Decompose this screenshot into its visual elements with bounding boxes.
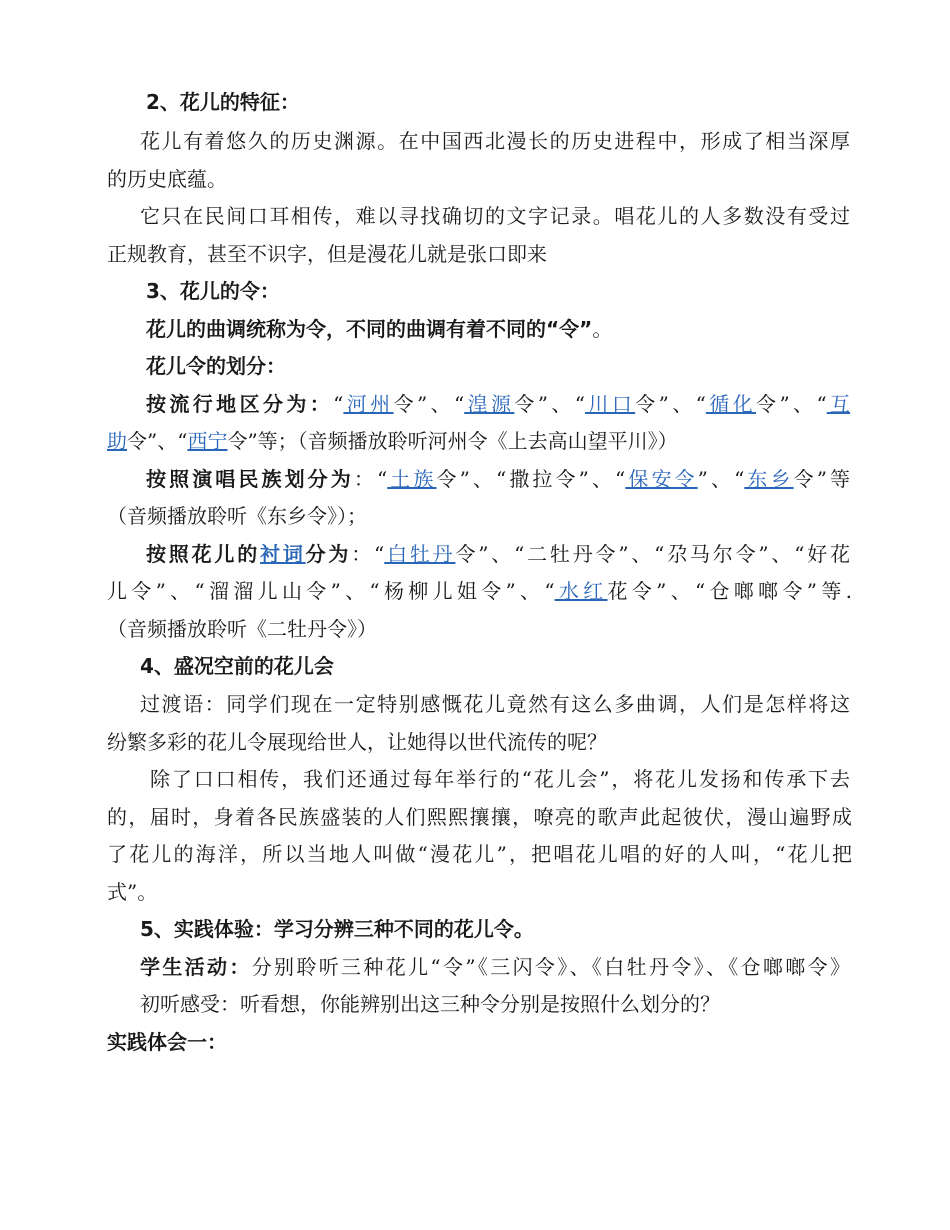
ethnic-line-2: （音频播放聆听《东乡令》）；	[107, 504, 367, 528]
link-xining[interactable]: 西宁	[187, 429, 228, 453]
paragraph-line: 式”。	[107, 880, 158, 904]
activity-text: 分别聆听三种花儿“令”《三闪令》、《白牡丹令》、《仓啷啷令》	[251, 955, 851, 979]
section-2-heading: 2、花儿的特征：	[146, 90, 300, 114]
text-fragment: 花令”、“仓啷啷令”等.	[607, 579, 852, 603]
intro-bold-text: 花儿的曲调统称为令，不同的曲调有着不同的“令”	[146, 317, 593, 341]
section-5-heading: 5、实践体验：学习分辨三种不同的花儿令。	[140, 917, 534, 941]
link-hezhou[interactable]: 河州	[343, 392, 394, 416]
division-heading: 花儿令的划分：	[146, 354, 286, 378]
region-label: 按流行地区分为：	[146, 392, 334, 416]
paragraph-line: 花儿有着悠久的历史渊源。在中国西北漫长的历史进程中，形成了相当深厚	[140, 129, 850, 153]
intro-end: 。	[592, 317, 613, 341]
text-fragment: 令”、“二牡丹令”、“尕马尔令”、“好花	[455, 542, 851, 566]
paragraph-line: 的历史底蕴。	[107, 167, 227, 191]
link-dongxiang[interactable]: 东乡	[744, 467, 794, 491]
ethnic-line	[146, 465, 850, 493]
paragraph-line: 纷繁多彩的花儿令展现给世人，让她得以世代流传的呢？	[107, 730, 607, 754]
paragraph-line: 过渡语：同学们现在一定特别感慨花儿竟然有这么多曲调，人们是怎样将这	[140, 692, 850, 716]
text-fragment: 令”等；（音频播放聆听河州令《上去高山望平川》）	[227, 429, 678, 453]
link-huangyuan[interactable]: 湟源	[464, 392, 515, 416]
link-tuzu[interactable]: 土族	[387, 467, 437, 491]
activity-line	[140, 953, 850, 981]
link-shuihong[interactable]: 水红	[554, 579, 608, 603]
text-fragment: 令”、“	[127, 429, 188, 453]
link-huzhu-b[interactable]: 助	[107, 429, 127, 453]
text-fragment: 儿令”、“溜溜儿山令”、“杨柳儿姐令”、“	[107, 579, 555, 603]
text-fragment: 令”、“	[756, 392, 827, 416]
text-fragment: ”、“	[697, 467, 745, 491]
link-baoan[interactable]: 保安令	[625, 467, 698, 491]
region-line-2	[107, 427, 852, 455]
text-fragment: “	[333, 392, 344, 416]
paragraph-line: 了花儿的海洋，所以当地人叫做“漫花儿”，把唱花儿唱的好的人叫，“花儿把	[107, 842, 852, 866]
text-fragment: 令”、“	[393, 392, 465, 416]
paragraph-line: 除了口口相传，我们还通过每年举行的“花儿会”，将花儿发扬和传承下去	[150, 767, 850, 791]
intro-line	[146, 315, 746, 343]
paragraph-line: 正规教育，甚至不识字，但是漫花儿就是张口即来	[107, 242, 547, 266]
lyrics-line-2	[107, 577, 852, 605]
link-xunhua[interactable]: 循化	[705, 392, 757, 416]
first-listen-line: 初听感受：听看想，你能辨别出这三种令分别是按照什么划分的？	[140, 992, 720, 1016]
lyrics-line-3: （音频播放聆听《二牡丹令》）	[107, 617, 377, 641]
region-line	[146, 390, 850, 418]
text-fragment: 令”、“	[635, 392, 706, 416]
text-fragment: 令”、“	[514, 392, 586, 416]
lyrics-line	[146, 540, 850, 568]
section-3-heading: 3、花儿的令：	[146, 279, 280, 303]
section-4-heading: 4、盛况空前的花儿会	[140, 654, 334, 678]
link-huzhu-a[interactable]: 互	[826, 392, 851, 416]
link-baimudan[interactable]: 白牡丹	[384, 542, 456, 566]
text-fragment: 令”、“撒拉令”、“	[436, 467, 626, 491]
link-chuankou[interactable]: 川口	[585, 392, 636, 416]
lyrics-label-a: 按照花儿的	[146, 542, 261, 566]
lyrics-label-b: 分为	[305, 542, 352, 566]
text-fragment: ：“	[351, 542, 385, 566]
paragraph-line: 它只在民间口耳相传，难以寻找确切的文字记录。唱花儿的人多数没有受过	[140, 204, 850, 228]
link-chenci[interactable]: 衬词	[260, 542, 306, 566]
text-fragment: ：“	[353, 467, 388, 491]
text-fragment: 令”等	[793, 467, 851, 491]
paragraph-line: 的，届时，身着各民族盛装的人们熙熙攘攘，嘹亮的歌声此起彼伏，漫山遍野成	[107, 805, 852, 829]
ethnic-label: 按照演唱民族划分为	[146, 467, 354, 491]
activity-label: 学生活动：	[140, 955, 252, 979]
practice-heading: 实践体会一：	[107, 1030, 227, 1054]
